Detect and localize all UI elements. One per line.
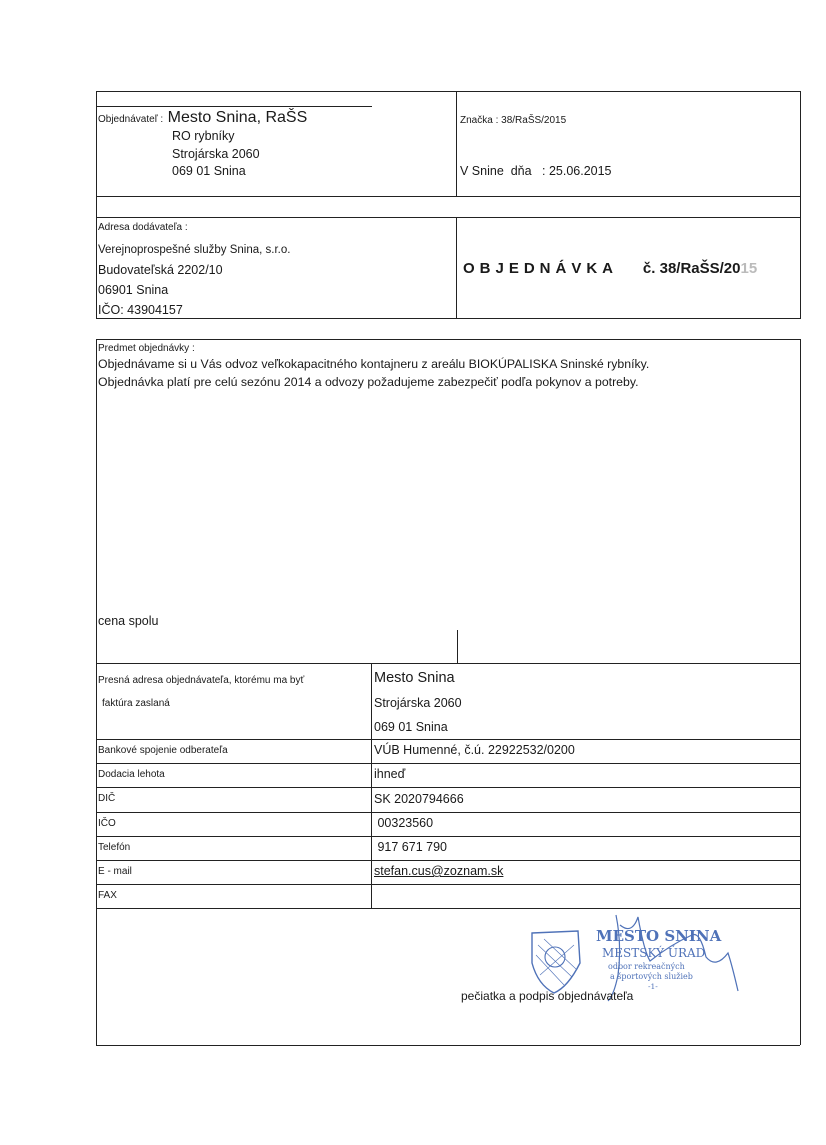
order-title-number: č. 38/RaŠS/20 — [642, 260, 741, 277]
stamp-line2: MESTSKÝ ÚRAD — [602, 946, 706, 960]
invoice-name: Mesto Snina — [374, 670, 455, 686]
orderer-block — [98, 109, 307, 127]
orderer-line1: RO rybníky — [172, 129, 235, 143]
total-price-label: cena spolu — [98, 614, 159, 628]
supplier-label: Adresa dodávateľa : — [98, 222, 188, 233]
bank-value: VÚB Humenné, č.ú. 22922532/0200 — [374, 743, 575, 757]
supplier-city: 06901 Snina — [98, 283, 169, 297]
delivery-value: ihneď — [374, 767, 406, 781]
order-mark: Značka : 38/RaŠS/2015 — [460, 115, 567, 126]
place-date: V Snine dňa : 25.06.2015 — [460, 164, 612, 178]
invoice-city: 069 01 Snina — [374, 720, 448, 734]
stamp-line5: -1- — [648, 982, 658, 991]
invoice-label-line2: faktúra zaslaná — [102, 698, 170, 709]
email-label: E - mail — [98, 866, 132, 877]
supplier-street: Budovateľská 2202/10 — [98, 263, 223, 277]
fax-label: FAX — [98, 890, 117, 901]
bank-label: Bankové spojenie odberateľa — [98, 745, 228, 756]
stamp-line4: a športových služieb — [610, 972, 693, 981]
order-title-word: OBJEDNÁVKA — [463, 260, 619, 277]
invoice-street: Strojárska 2060 — [374, 696, 462, 710]
subject-line2: Objednávka platí pre celú sezónu 2014 a odvozy požadujeme zabezpečiť podľa pokynov a potreby. — [98, 375, 639, 389]
ico-value: 00323560 — [374, 816, 434, 830]
dic-label: DIČ — [98, 793, 116, 804]
phone-label: Telefón — [98, 842, 131, 853]
orderer-line2: Strojárska 2060 — [172, 147, 260, 161]
supplier-ico: IČO: 43904157 — [98, 303, 183, 317]
signature-caption: pečiatka a podpis objednávateľa — [461, 989, 634, 1003]
supplier-name: Verejnoprospešné služby Snina, s.r.o. — [98, 244, 291, 256]
orderer-line3: 069 01 Snina — [172, 164, 246, 178]
order-title-number-faded: 15 — [740, 260, 758, 277]
orderer-label: Objednávateľ : — [98, 114, 164, 125]
orderer-name: Mesto Snina, RaŠS — [167, 109, 308, 126]
phone-value: 917 671 790 — [374, 840, 447, 854]
invoice-label-line1: Presná adresa objednávateľa, ktorému ma byť — [98, 675, 305, 686]
subject-label: Predmet objednávky : — [98, 343, 195, 354]
stamp-line3: odbor rekreačných — [608, 962, 685, 971]
ico-label: IČO — [98, 818, 116, 829]
subject-line1: Objednávame si u Vás odvoz veľkokapacitného kontajneru z areálu BIOKÚPALISKA Sninské rybníky. — [98, 357, 650, 371]
email-link[interactable]: stefan.cus@zoznam.sk — [374, 864, 504, 878]
delivery-label: Dodacia lehota — [98, 769, 165, 780]
order-title — [463, 260, 757, 278]
stamp-line1: MESTO SNINA — [596, 927, 722, 945]
dic-value: SK 2020794666 — [374, 792, 464, 806]
